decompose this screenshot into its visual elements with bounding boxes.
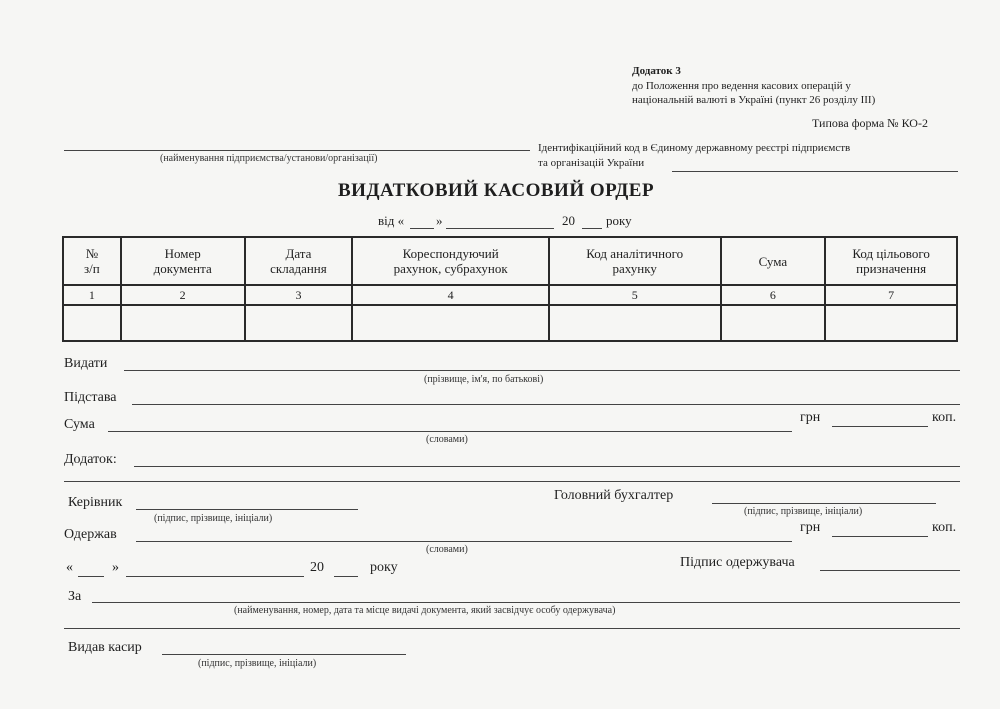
by-label: За: [68, 589, 82, 604]
entry-cell-date[interactable]: [245, 305, 353, 341]
date-day-line[interactable]: [410, 228, 434, 229]
date-year-line[interactable]: [582, 228, 602, 229]
col-number-7: 7: [825, 285, 957, 305]
head-signature-line[interactable]: [136, 509, 358, 510]
col-number-6: 6: [721, 285, 826, 305]
table-row: [63, 305, 957, 341]
head-caption: (підпис, прізвище, ініціали): [154, 513, 273, 524]
date2-year-prefix: 20: [310, 560, 324, 575]
sum-kop-line[interactable]: [832, 426, 928, 427]
entry-cell-doc-number[interactable]: [121, 305, 245, 341]
attachment-line[interactable]: [134, 466, 960, 467]
chief-accountant-label: Головний бухгалтер: [554, 488, 674, 503]
date-month-line[interactable]: [446, 228, 554, 229]
header-cell-purpose-code: Код цільового призначення: [825, 237, 957, 285]
id-code-label-1: Ідентифікаційний код в Єдиному державному реєстрі підприємств: [538, 142, 851, 154]
header-cell-sum: Сума: [721, 237, 826, 285]
id-code-line[interactable]: [672, 171, 958, 172]
org-name-caption: (найменування підприємства/установи/організації): [160, 153, 378, 164]
received-label: Одержав: [64, 527, 117, 542]
table-header-row: [63, 237, 957, 285]
col-number-2: 2: [121, 285, 245, 305]
attachment-label: Додаток:: [64, 452, 117, 467]
date2-close-quote: »: [112, 560, 119, 575]
issue-label: Видати: [64, 356, 108, 371]
entry-cell-purpose-code[interactable]: [825, 305, 957, 341]
header-cell-account: Кореспондуючий рахунок, субрахунок: [352, 237, 549, 285]
appendix-title: Додаток 3: [632, 65, 681, 77]
document-title: ВИДАТКОВИЙ КАСОВИЙ ОРДЕР: [338, 180, 655, 201]
header-cell-analytic-code: Код аналітичного рахунку: [549, 237, 721, 285]
col-number-5: 5: [549, 285, 721, 305]
by-document-line[interactable]: [92, 602, 960, 603]
date-close-quote: »: [436, 213, 443, 228]
cashier-caption: (підпис, прізвище, ініціали): [198, 658, 317, 669]
appendix-line-2: національній валюті в Україні (пункт 26 розділу ІІІ): [632, 94, 876, 106]
head-label: Керівник: [68, 495, 123, 510]
sum-words-line[interactable]: [108, 431, 792, 432]
sum-kop-label: коп.: [932, 410, 957, 425]
header-cell-doc-number: Номер документа: [121, 237, 245, 285]
entry-cell-sum[interactable]: [721, 305, 826, 341]
received-uah-label: грн: [800, 520, 821, 535]
cashier-label: Видав касир: [68, 640, 142, 655]
date2-open-quote: «: [66, 560, 73, 575]
recipient-signature-label: Підпис одержувача: [680, 555, 795, 570]
date2-year-line[interactable]: [334, 576, 358, 577]
org-name-line[interactable]: [64, 150, 530, 151]
sum-label: Сума: [64, 417, 95, 432]
chief-accountant-caption: (підпис, прізвище, ініціали): [744, 506, 863, 517]
order-table: [62, 236, 958, 342]
id-code-label-2: та організацій України: [538, 157, 645, 169]
appendix-line-1: до Положення про ведення касових операцій у: [632, 80, 851, 92]
received-kop-label: коп.: [932, 520, 957, 535]
received-caption: (словами): [426, 544, 468, 555]
entry-cell-number[interactable]: [63, 305, 121, 341]
by-caption: (найменування, номер, дата та місце видачі документа, який засвідчує особу одержувача): [234, 605, 616, 616]
issue-caption: (прізвище, ім'я, по батькові): [424, 374, 544, 385]
issue-name-line[interactable]: [124, 370, 960, 371]
date2-year-suffix: року: [370, 560, 398, 575]
attachment-line-2[interactable]: [64, 481, 960, 482]
date2-month-line[interactable]: [126, 576, 304, 577]
date-year-suffix: року: [606, 213, 632, 228]
sum-uah-label: грн: [800, 410, 821, 425]
table-number-row: [63, 285, 957, 305]
entry-cell-analytic-code[interactable]: [549, 305, 721, 341]
recipient-signature-line[interactable]: [820, 570, 960, 571]
header-cell-number: № з/п: [63, 237, 121, 285]
basis-label: Підстава: [64, 390, 117, 405]
cashier-signature-line[interactable]: [162, 654, 406, 655]
col-number-1: 1: [63, 285, 121, 305]
date2-day-line[interactable]: [78, 576, 104, 577]
col-number-4: 4: [352, 285, 549, 305]
basis-line[interactable]: [132, 404, 960, 405]
col-number-3: 3: [245, 285, 353, 305]
date-year-prefix: 20: [562, 213, 575, 228]
received-kop-line[interactable]: [832, 536, 928, 537]
by-document-line-2[interactable]: [64, 628, 960, 629]
sum-caption: (словами): [426, 434, 468, 445]
received-words-line[interactable]: [136, 541, 792, 542]
header-cell-date: Дата складання: [245, 237, 353, 285]
entry-cell-account[interactable]: [352, 305, 549, 341]
chief-accountant-line[interactable]: [712, 503, 936, 504]
form-name: Типова форма № КО-2: [812, 116, 928, 130]
date-prefix: від «: [378, 213, 405, 228]
